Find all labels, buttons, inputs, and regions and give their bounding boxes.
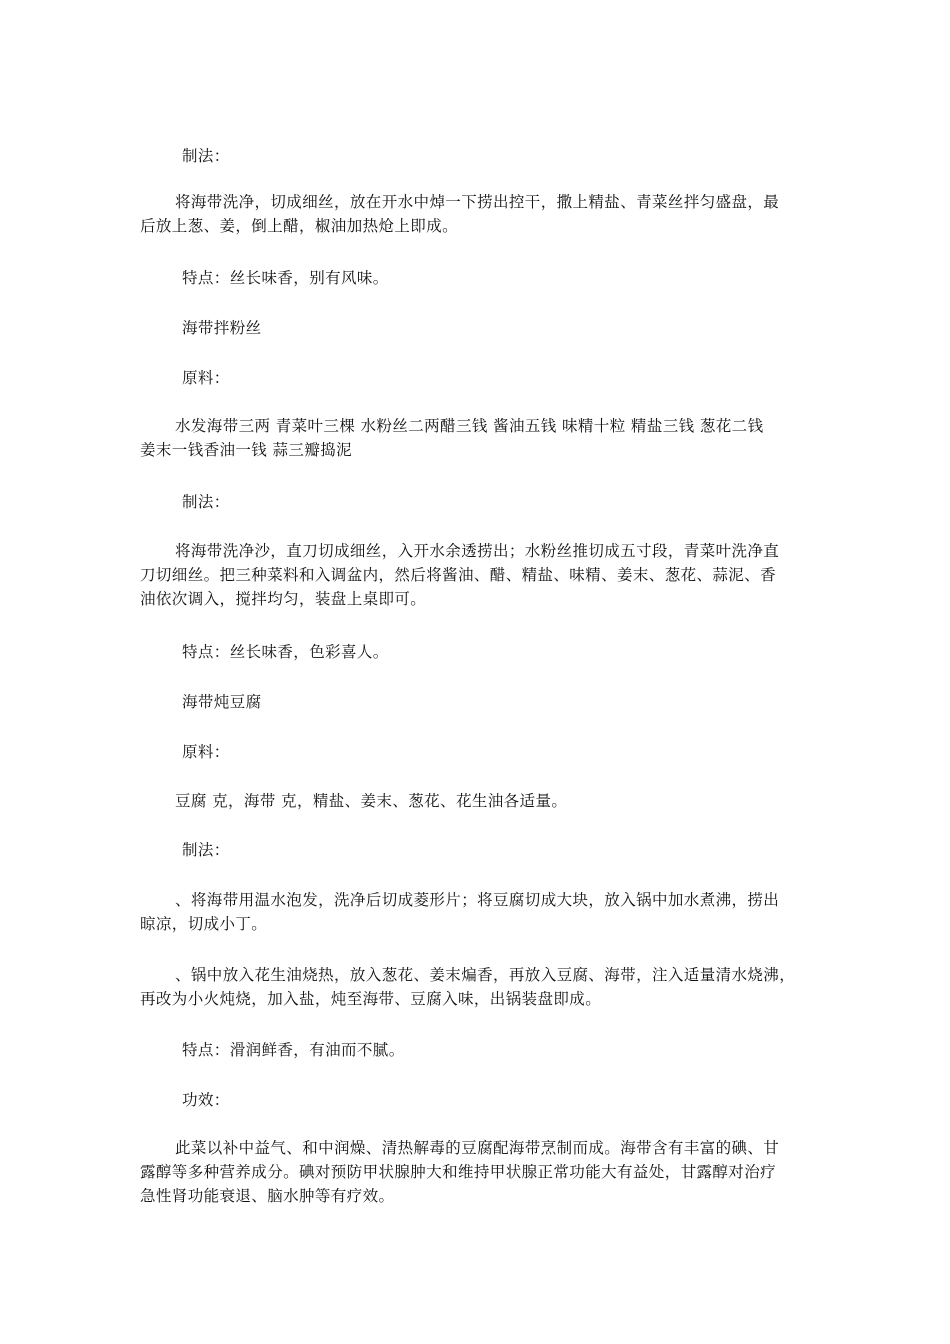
paragraph-efficacy: [140, 1136, 812, 1208]
section-heading-method: 制法：: [182, 841, 230, 859]
paragraph-ingredients-1: [140, 414, 812, 462]
text-line: 姜末一钱香油一钱 蒜三瓣捣泥: [140, 441, 353, 459]
section-heading-efficacy: 功效：: [182, 1091, 230, 1109]
section-heading-ingredients: 原料：: [182, 743, 230, 761]
paragraph-method-step-1: [140, 888, 812, 936]
text-line: 刀切细丝。把三种菜料和入调盆内，然后将酱油、醋、精盐、味精、姜末、葱花、蒜泥、香: [140, 566, 777, 584]
paragraph-method-1: [140, 190, 812, 238]
section-heading-ingredients: 原料：: [182, 369, 230, 387]
feature-line-3: 特点：滑润鲜香，有油而不腻。: [182, 1041, 405, 1059]
text-line: 急性肾功能衰退、脑水肿等有疗效。: [140, 1187, 395, 1205]
section-heading-method: 制法：: [182, 493, 230, 511]
section-heading-method: 制法：: [182, 147, 230, 165]
text-line: 油依次调入，搅拌均匀，装盘上桌即可。: [140, 590, 427, 608]
text-line: 此菜以补中益气、和中润燥、清热解毒的豆腐配海带烹制而成。海带含有丰富的碘、甘: [175, 1139, 780, 1157]
text-line: 后放上葱、姜，倒上醋，椒油加热炝上即成。: [140, 217, 459, 235]
paragraph-method-2: [140, 539, 812, 611]
paragraph-ingredients-2: 豆腐 克，海带 克，精盐、姜末、葱花、花生油各适量。: [175, 792, 568, 810]
text-line: 再改为小火炖烧，加入盐，炖至海带、豆腐入味，出锅装盘即成。: [140, 990, 602, 1008]
recipe-title-seaweed-vermicelli: 海带拌粉丝: [182, 319, 262, 337]
text-line: 将海带洗净沙，直刀切成细丝，入开水余透捞出；水粉丝推切成五寸段，青菜叶洗净直: [175, 542, 780, 560]
text-line: 、锅中放入花生油烧热，放入葱花、姜末煸香，再放入豆腐、海带，注入适量清水烧沸，: [175, 966, 796, 984]
feature-line-2: 特点：丝长味香，色彩喜人。: [182, 643, 389, 661]
text-line: 将海带洗净，切成细丝，放在开水中焯一下捞出控干，撒上精盐、青菜丝拌匀盛盘，最: [175, 193, 780, 211]
text-line: 水发海带三两 青菜叶三棵 水粉丝二两醋三钱 酱油五钱 味精十粒 精盐三钱 葱花二钱: [175, 417, 764, 435]
text-line: 晾凉，切成小丁。: [140, 915, 268, 933]
recipe-title-seaweed-tofu: 海带炖豆腐: [182, 693, 262, 711]
paragraph-method-step-2: [140, 963, 812, 1011]
text-line: 露醇等多种营养成分。碘对预防甲状腺肿大和维持甲状腺正常功能大有益处，甘露醇对治疗: [140, 1163, 777, 1181]
feature-line-1: 特点：丝长味香，别有风味。: [182, 269, 389, 287]
text-line: 、将海带用温水泡发，洗净后切成菱形片；将豆腐切成大块，放入锅中加水煮沸，捞出: [175, 891, 780, 909]
